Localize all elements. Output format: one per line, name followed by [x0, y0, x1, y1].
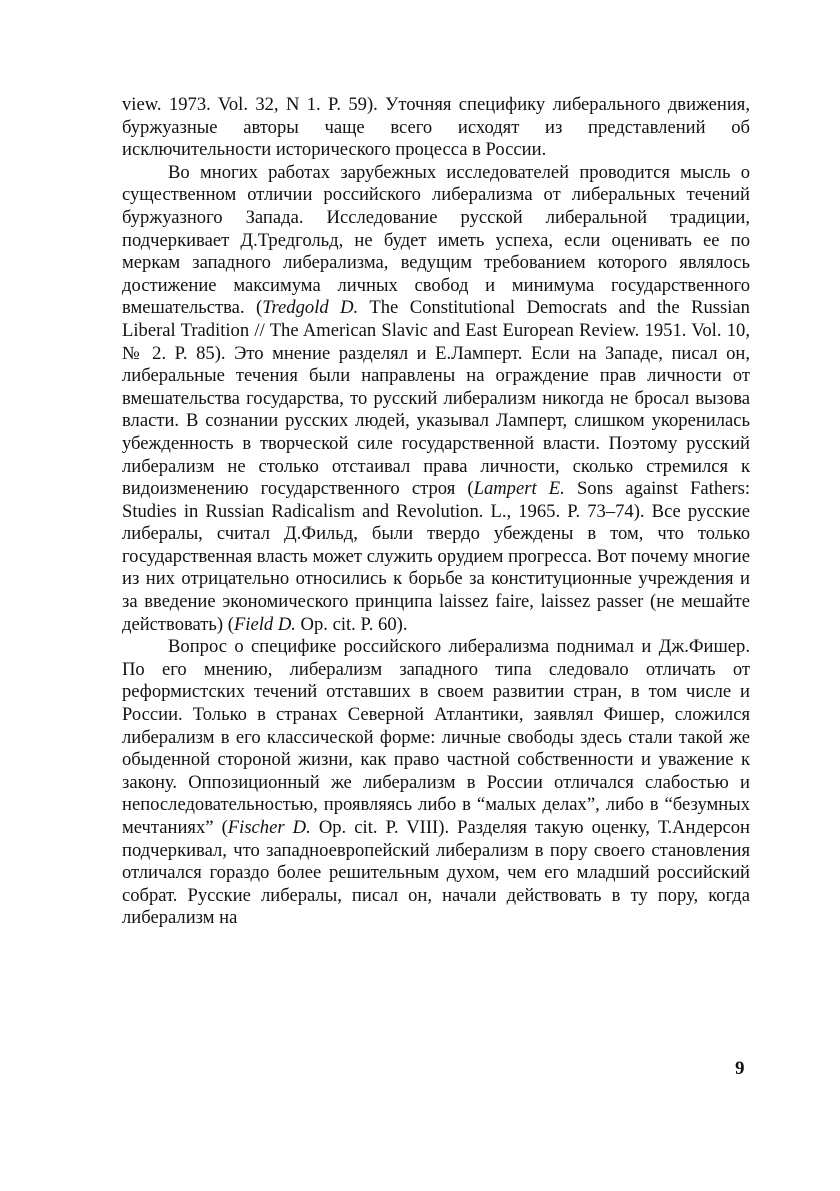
text-segment: Sons against Fathers: Studies in Russian Radicalism and Revolution. L., 1965. P. 73–74). Все русские либералы, считал Д.Фильд, были твердо убеждены в том, что только государственная власть может служить орудием прогресса. Вот почему многие из них отрицательно относились к борьбе за конституционные учреждения и за введение экономического принципа laissez faire, laissez passer (не мешайте действовать) (: [122, 478, 750, 635]
paragraph-tredgold-lampert-field: [122, 162, 750, 636]
text-segment: Op. cit. P. 60).: [295, 613, 408, 635]
text-segment: The Constitutional Democrats and the Russian Liberal Tradition // The American Slavic and East European Review. 1951. Vol. 10, № 2. P. 85). Это мнение разделял и Е.Ламперт. Если на Западе, писал он, либеральные течения были направлены на ограждение прав личности от вмешательства государства, то русский либерализм никогда не бросал вызова власти. В сознании русских людей, указывал Ламперт, слишком укоренилась убежденность в творческой силе государственной власти. Поэтому русский либерализм не столько отстаивал права личности, сколько стремился к видоизменению государственного строя (: [122, 297, 750, 500]
paragraph-continuation: view. 1973. Vol. 32, N 1. P. 59). Уточняя специфику либерального движения, буржуазные авторы чаще всего исходят из представлений об исключительности исторического процесса в России.: [122, 94, 750, 161]
text-segment: Op. cit. P. VIII). Разделяя такую оценку, Т.Андерсон подчеркивал, что западноевропейский либерализм в пору своего становления отличался гораздо более решительным духом, чем его младший российский собрат. Русские либералы, писал он, начали действовать в ту пору, когда либерализм на: [122, 817, 750, 929]
citation-author-tredgold: Tredgold D.: [262, 297, 359, 319]
page-body: [122, 94, 750, 930]
citation-author-fischer: Fischer D.: [227, 817, 311, 838]
text-segment: Во многих работах зарубежных исследователей проводится мысль о существенном отличии российского либерализма от либеральных течений буржуазного Запада. Исследование русской либеральной традиции, подчеркивает Д.Тредгольд, не будет иметь успеха, если оценивать ее по меркам западного либерализма, ведущим требованием которого являлось достижение максимума личных свобод и минимума государственного вмешательства. (: [122, 161, 750, 319]
text-segment: Вопрос о специфике российского либерализма поднимал и Дж.Фишер. По его мнению, либерализм западного типа следовало отличать от реформистских течений отставших в своем развитии стран, в том числе и России. Только в странах Северной Атлантики, заявлял Фишер, сложился либерализм в его классической форме: личные свободы здесь стали такой же обыденной стороной жизни, как право частной собственности и уважение к закону. Оппозиционный же либерализм в России отличался слабостью и непоследовательностью, проявляясь либо в “малых делах”, либо в “безумных мечтаниях” (: [122, 636, 750, 838]
citation-author-lampert: Lampert E.: [473, 478, 565, 500]
page-number: 9: [735, 1058, 745, 1079]
citation-author-field: Field D.: [233, 613, 296, 635]
paragraph-fischer-anderson: [122, 636, 750, 930]
